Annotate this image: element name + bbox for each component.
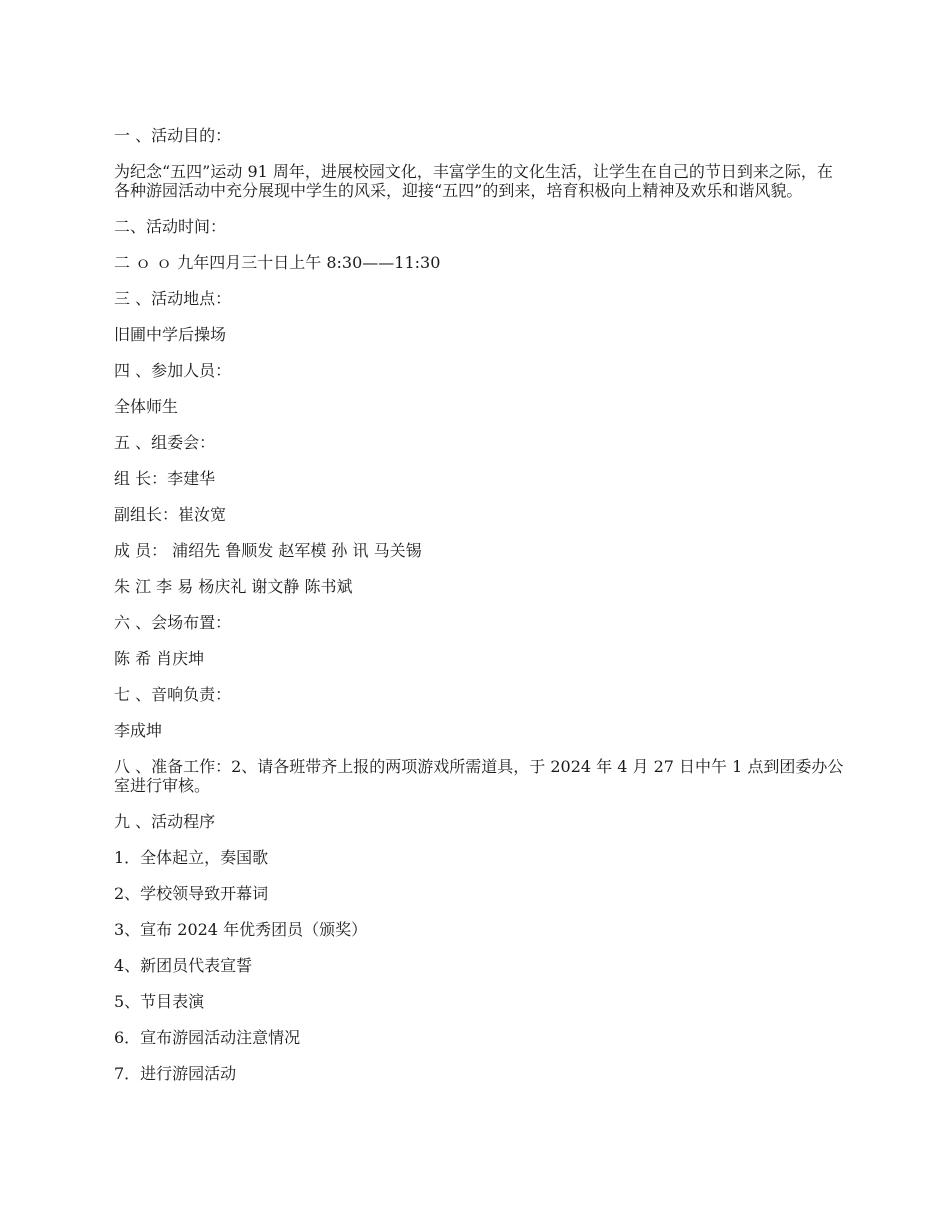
program-item-3: 3、宣布 2024 年优秀团员（颁奖） <box>114 920 368 939</box>
heading-activity-location: 三 、活动地点： <box>114 289 232 308</box>
preparation-text: 八 、准备工作：2、请各班带齐上报的两项游戏所需道具，于 2024 年 4 月 27 日中午 1 点到团委办公室进行审核。 <box>114 757 844 795</box>
location-text: 旧圃中学后操场 <box>114 325 227 344</box>
venue-setup-text: 陈 希 肖庆坤 <box>114 649 205 668</box>
heading-participants: 四 、参加人员： <box>114 361 232 380</box>
heading-venue-setup: 六 、会场布置： <box>114 613 232 632</box>
program-item-2: 2、学校领导致开幕词 <box>114 884 269 903</box>
program-item-1: 1．全体起立，奏国歌 <box>114 848 269 867</box>
heading-program: 九 、活动程序 <box>114 812 216 831</box>
time-text: 二 ｏ ｏ 九年四月三十日上午 8:30——11:30 <box>114 253 441 272</box>
committee-members-1: 成 员： 浦绍先 鲁顺发 赵军模 孙 讯 马关锡 <box>114 541 422 560</box>
audio-text: 李成坤 <box>114 721 163 740</box>
heading-audio: 七 、音响负责： <box>114 685 232 704</box>
heading-activity-purpose: 一 、活动目的： <box>114 126 232 145</box>
heading-activity-time: 二、活动时间： <box>114 217 227 236</box>
program-item-5: 5、节目表演 <box>114 992 205 1011</box>
participants-text: 全体师生 <box>114 397 179 416</box>
committee-deputy: 副组长：崔汝宽 <box>114 505 227 524</box>
heading-committee: 五 、组委会： <box>114 433 216 452</box>
committee-members-2: 朱 江 李 易 杨庆礼 谢文静 陈书斌 <box>114 577 353 596</box>
program-item-4: 4、新团员代表宣誓 <box>114 956 253 975</box>
committee-leader: 组 长：李建华 <box>114 469 216 488</box>
purpose-text: 为纪念“五四”运动 91 周年，进展校园文化，丰富学生的文化生活，让学生在自己的节日到来之际，在各种游园活动中充分展现中学生的风采，迎接“五四”的到来，培育积极向上精神及欢乐和谐风貌。 <box>114 162 833 200</box>
document-page <box>114 126 844 1100</box>
program-item-7: 7．进行游园活动 <box>114 1064 237 1083</box>
program-item-6: 6．宣布游园活动注意情况 <box>114 1028 301 1047</box>
